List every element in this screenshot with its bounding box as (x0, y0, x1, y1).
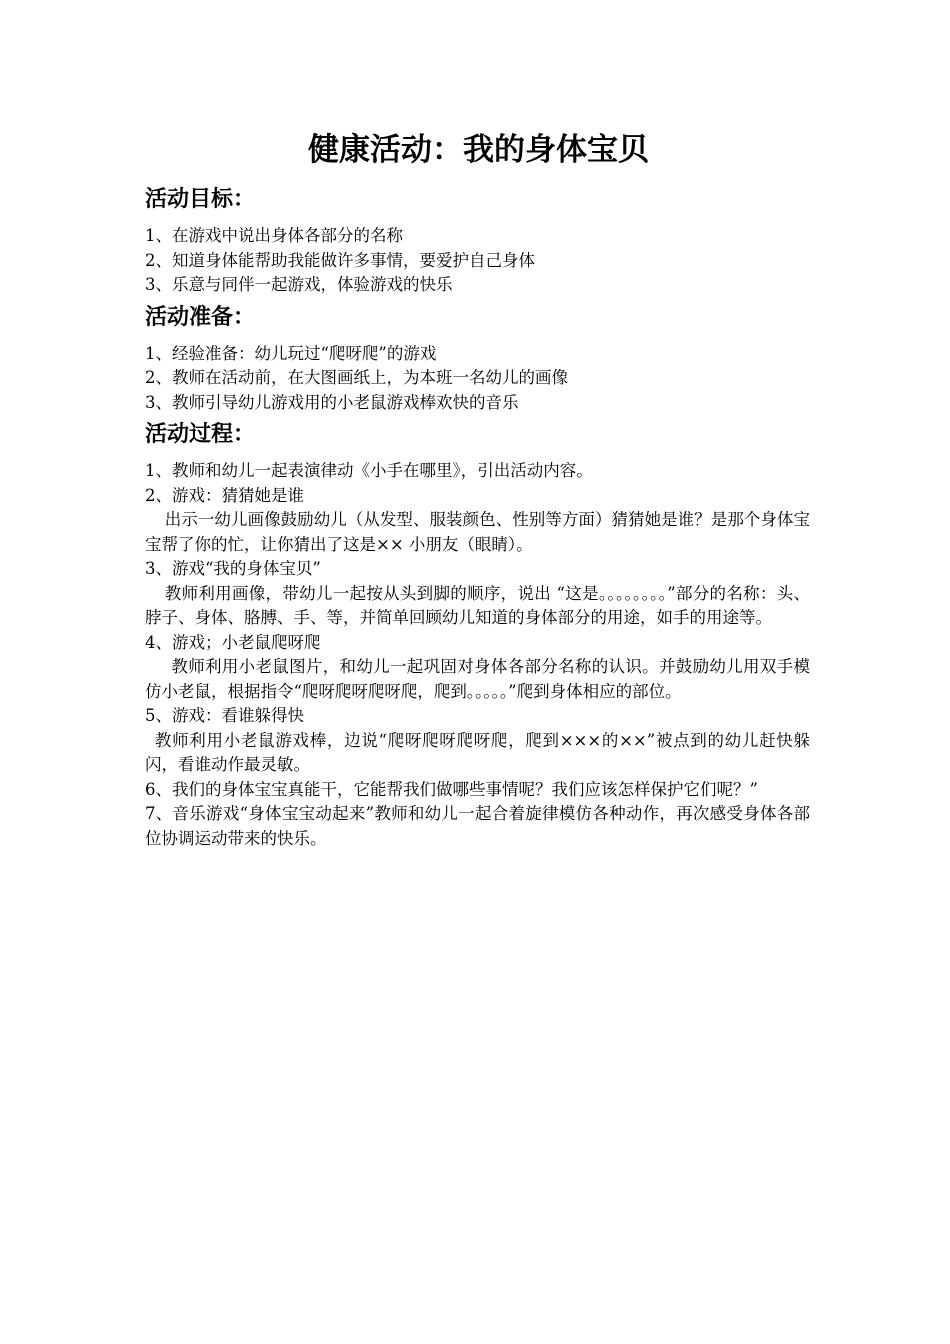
process-step-2-title: 2、游戏：猜猜她是谁 (145, 485, 304, 505)
process-step-4-title: 4、游戏；小老鼠爬呀爬 (145, 632, 321, 652)
section-heading-preparation: 活动准备： (145, 304, 256, 330)
section-goals (145, 184, 810, 298)
process-step-3-text: 教师利用画像，带幼儿一起按从头到脚的顺序，说出 “这是。。。。。。。。”部分的名称：头、脖子、身体、胳膊、手、等，并简单回顾幼儿知道的身体部分的用途，如手的用途等。 (145, 583, 810, 627)
process-step-1: 1、教师和幼儿一起表演律动《小手在哪里》，引出活动内容。 (145, 461, 593, 480)
goal-item-1: 1、在游戏中说出身体各部分的名称 (145, 226, 403, 245)
section-process (145, 419, 810, 851)
goal-item-3: 3、乐意与同伴一起游戏，体验游戏的快乐 (145, 275, 453, 294)
process-step-3-title: 3、游戏“我的身体宝贝” (145, 559, 321, 578)
preparation-item-2: 2、教师在活动前，在大图画纸上，为本班一名幼儿的画像 (145, 368, 568, 387)
process-step-5-text: 教师利用小老鼠游戏棒，边说“爬呀爬呀爬呀爬，爬到×××的××”被点到的幼儿赶快躲闪，看谁动作最灵敏。 (145, 730, 810, 774)
document-page (145, 128, 810, 855)
process-step-2-text: 出示一幼儿画像鼓励幼儿（从发型、服装颜色、性别等方面）猜猜她是谁？是那个身体宝宝帮了你的忙，让你猜出了这是×× 小朋友（眼睛）。 (145, 510, 810, 554)
process-step-4-text: 教师利用小老鼠图片，和幼儿一起巩固对身体各部分名称的认识。并鼓励幼儿用双手模仿小老鼠，根据指令“爬呀爬呀爬呀爬，爬到。。。。。”爬到身体相应的部位。 (145, 657, 810, 701)
preparation-item-3: 3、教师引导幼儿游戏用的小老鼠游戏棒欢快的音乐 (145, 392, 519, 412)
document-title: 健康活动：我的身体宝贝 (308, 132, 649, 168)
process-step-6: 6、我们的身体宝宝真能干，它能帮我们做哪些事情呢？我们应该怎样保护它们呢？” (145, 779, 758, 799)
process-step-5-title: 5、游戏：看谁躲得快 (145, 706, 304, 725)
section-preparation (145, 302, 810, 416)
preparation-item-1: 1、经验准备：幼儿玩过“爬呀爬”的游戏 (145, 343, 437, 363)
goal-item-2: 2、知道身体能帮助我能做许多事情，要爱护自己身体 (145, 250, 535, 270)
process-step-7: 7、音乐游戏“身体宝宝动起来”教师和幼儿一起合着旋律模仿各种动作，再次感受身体各部位协调运动带来的快乐。 (145, 804, 810, 848)
section-heading-goals: 活动目标： (145, 187, 256, 212)
section-heading-process: 活动过程： (145, 422, 256, 447)
